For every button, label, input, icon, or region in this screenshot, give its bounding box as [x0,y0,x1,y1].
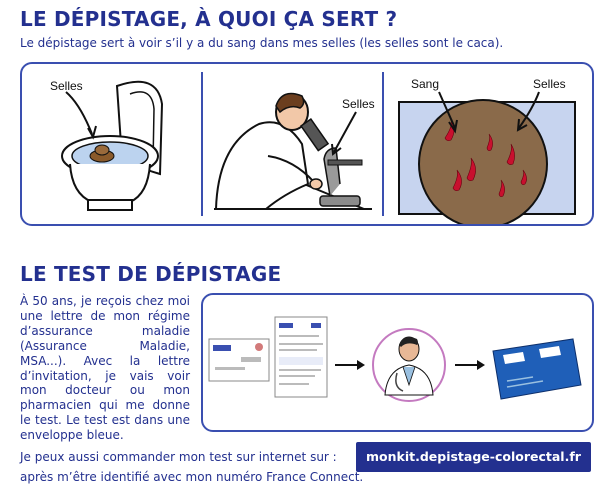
toilet-illustration [22,64,200,224]
test-kit-icon [493,339,581,399]
toilet-label: Selles [50,79,83,93]
panel-divider [201,72,203,216]
blood-in-stool-illustration [387,64,587,224]
blood-label: Sang [411,77,440,91]
panel-divider [382,72,384,216]
stool-label: Selles [533,77,566,91]
test-paragraph: À 50 ans, je reçois chez moi une lettre de mon régime d’assurance maladie (Assurance Maladie, MSA...). Avec la lettre d’invitation, je vais voir mon docteur ou mon pharmacien qui me donne le test. Le test est dans une enveloppe bleue. [20,294,190,443]
illustration-box [20,62,594,226]
section-subtitle: Le dépistage sert à voir s’il y a du sang dans mes selles (les selles sont le caca). [20,36,504,50]
france-connect-text: après m’être identifié avec mon numéro France Connect. [20,470,364,484]
section-title-depistage: LE DÉPISTAGE, À QUOI ÇA SERT ? [20,7,398,31]
microscope-label: Selles [342,97,375,111]
letter-icon [209,317,327,397]
microscope-illustration [204,64,382,224]
doctor-icon [373,329,445,401]
order-text: Je peux aussi commander mon test sur internet sur : [20,450,337,464]
section-title-test: LE TEST DE DÉPISTAGE [20,262,282,286]
steps-box [201,293,594,432]
website-link[interactable]: monkit.depistage-colorectal.fr [356,442,591,472]
